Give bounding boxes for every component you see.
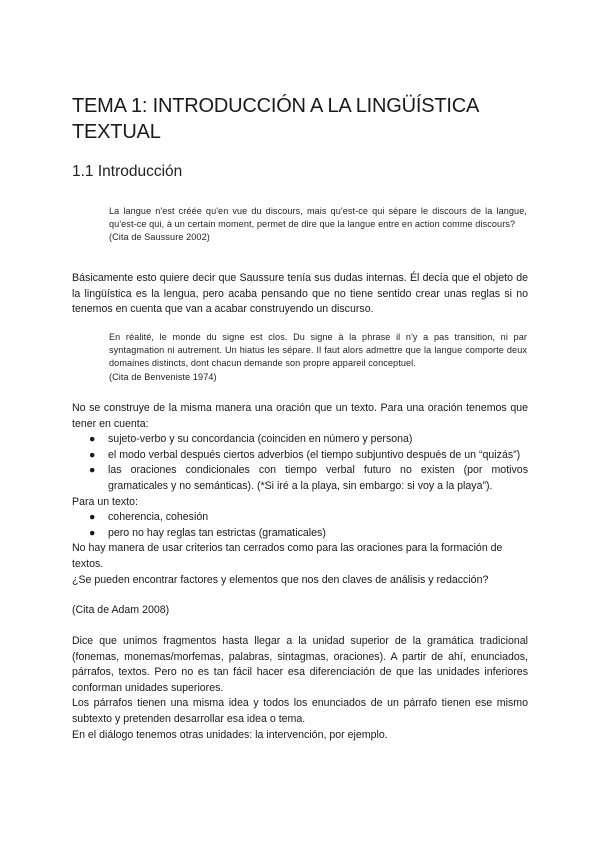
- bullet-icon: ●: [89, 448, 96, 461]
- quote-citation: (Cita de Benveniste 1974): [109, 371, 217, 382]
- text-block-adam: [72, 634, 528, 743]
- list-label: Para un texto:: [72, 495, 138, 508]
- bullet-icon: ●: [89, 526, 96, 539]
- paragraph: En el diálogo tenemos otras unidades: la intervención, por ejemplo.: [72, 728, 388, 741]
- bullet-icon: ●: [89, 433, 96, 446]
- page-title: TEMA 1: INTRODUCCIÓN A LA LINGÜÍSTICA TEXTUAL: [72, 95, 479, 143]
- quote-saussure: [109, 205, 527, 245]
- citation-adam: (Cita de Adam 2008): [72, 604, 170, 616]
- quote-text: En réalité, le monde du signe est clos. Du signe à la phrase il n'y a pas transition, ni par syntagmation ni autrement. Un hiatus les sépare. Il faut alors admettre que la langue comporte deux domaines distincts, dont chacun demande son propre appareil conceptuel.: [109, 332, 527, 369]
- bullet-icon: ●: [89, 511, 96, 524]
- bullet-icon: ●: [89, 464, 96, 477]
- paragraph: Dice que unimos fragmentos hasta llegar a la unidad superior de la gramática tradicional (fonemas, monemas/morfemas, palabras, sintagmas, oraciones). A partir de ahí, enunciados, párrafos, textos. Pero no es tan fácil hacer esa diferenciación de que las unidades inferiores conforman unidades superiores.: [72, 635, 528, 694]
- quote-citation: (Cita de Saussure 2002): [109, 232, 210, 243]
- list-item: ● las oraciones condicionales con tiempo verbal futuro no existen (por motivos gramaticales y no semánticas). (*Si iré a la playa, sin embargo: si voy a la playa”).: [89, 464, 528, 492]
- list-item: ● el modo verbal después ciertos adverbios (el tiempo subjuntivo después de un “quizás”): [72, 448, 528, 464]
- list-item: ● pero no hay reglas tan estrictas (gramaticales): [72, 526, 528, 542]
- paragraph: No hay manera de usar criterios tan cerrados como para las oraciones para la formación de textos.: [72, 542, 503, 570]
- section-heading: 1.1 Introducción: [72, 163, 183, 180]
- paragraph: No se construye de la misma manera una oración que un texto. Para una oración tenemos que tener en cuenta:: [72, 402, 528, 430]
- quote-benveniste: [109, 331, 527, 384]
- text-block-oracion-texto: [72, 401, 528, 588]
- paragraph: Los párrafos tienen una misma idea y todos los enunciados de un párrafo tienen ese mismo subtexto y pretenden desarrollar esa idea o tema.: [72, 697, 528, 725]
- list-item: ● sujeto-verbo y su concordancia (coinciden en número y persona): [72, 432, 528, 448]
- list-item: ● coherencia, cohesión: [72, 510, 528, 526]
- quote-text: La langue n'est créée qu'en vue du discours, mais qu'est-ce qui sépare le discours de la langue, qu'est-ce qui, à un certain moment, permet de dire que la langue entre en action comme discours?: [109, 206, 527, 230]
- oracion-criteria-list: [72, 432, 528, 494]
- paragraph: Básicamente esto quiere decir que Saussure tenía sus dudas internas. Él decía que el objeto de la lingüística es la lengua, pero acaba pensando que no tiene sentido crear unas reglas si no tenemos en cuenta que van a acabar construyendo un discurso.: [72, 272, 528, 316]
- paragraph: ¿Se pueden encontrar factores y elementos que nos den claves de análisis y redacción?: [72, 573, 489, 586]
- texto-criteria-list: [72, 510, 528, 541]
